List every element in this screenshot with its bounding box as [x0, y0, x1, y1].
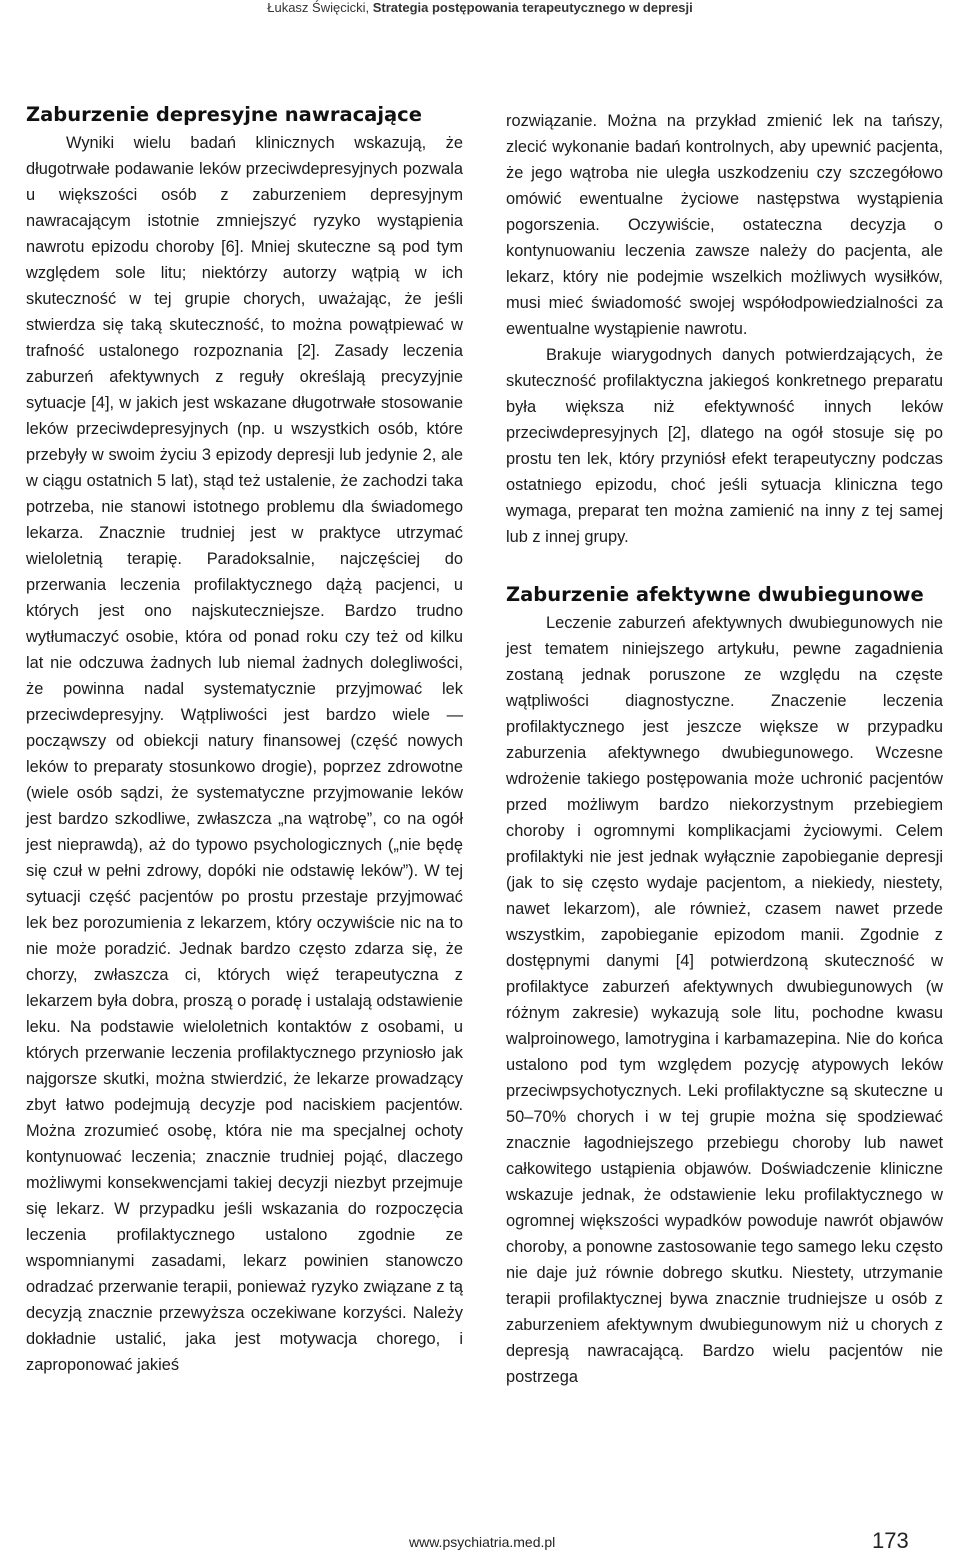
- body-paragraph: Brakuje wiarygodnych danych potwierdzających, że skuteczność profilaktyczna jakiegoś konkretnego preparatu była większa niż efektywność innych leków przeciwdepresyjnych [2], dlatego na ogół stosuje się po prostu ten lek, który przyniósł efekt terapeutyczny podczas ostatniego epizodu, choć jeśli sytuacja kliniczna tego wymaga, preparat ten można zamienić na inny z tej samej lub z innej grupy.: [506, 346, 943, 546]
- body-paragraph-continuation: rozwiązanie. Można na przykład zmienić lek na tańszy, zlecić wykonanie badań kontrolnych, aby upewnić pacjenta, że jego wątroba nie uległa uszkodzeniu czy szczegółowo omówić ewentualne życiowe następstwa wystąpienia pogorszenia. Oczywiście, ostateczna decyzja o kontynuowaniu leczenia zawsze należy do pacjenta, ale lekarz, który nie podejmie wszelkich możliwych wysiłków, musi mieć świadomość swojej współodpowiedzialności za ewentualne wystąpienie nawrotu.: [506, 112, 943, 338]
- section-heading-bipolar-disorder: Zaburzenie afektywne dwubiegunowe: [506, 583, 924, 606]
- body-paragraph: Wyniki wielu badań klinicznych wskazują, że długotrwałe podawanie leków przeciwdepresyjnych pozwala u większości osób z zaburzeniem depresyjnym nawracającym istotnie zmniejszyć ryzyko wystąpienia nawrotu epizodu choroby [6]. Mniej skuteczne są pod tym względem sole litu; niektórzy autorzy wątpią w ich skuteczność w tej grupie chorych, uważając, że jeśli stwierdza się taką skuteczność, to można powątpiewać w trafność ustalonego rozpoznania [2]. Zasady leczenia zaburzeń afektywnych z reguły określają precyzyjnie sytuacje [4], w jakich jest wskazane długotrwałe stosowanie leków przeciwdepresyjnych (np. u wszystkich osób, które przebyły w swoim życiu 3 epizody depresji lub jedynie 2, ale w ciągu ostatnich 5 lat), stąd też ustalenie, że zachodzi taka potrzeba, nie stanowi istotnego problemu dla świadomego lekarza. Znacznie trudniej jest w praktyce utrzymać wieloletnią terapię. Paradoksalnie, najczęściej do przerwania leczenia profilaktycznego dążą pacjenci, u których jest ono najskuteczniejsze. Bardzo trudno wytłumaczyć osobie, która od ponad roku czy też od kilku lat nie odczuwa żadnych lub niemal żadnych dolegliwości, że powinna nadal systematycznie przyjmować lek przeciwdepresyjny. Wątpliwości jest bardzo wiele — począwszy od obiekcji natury finansowej (część nowych leków to preparaty stosunkowo drogie), poprzez zdrowotne (wiele osób sądzi, że systematyczne przyjmowanie leków jest bardzo szkodliwe, zwłaszcza „na wątrobę”, co na ogół jest nieprawdą), aż do typowo psychologicznych („nie będę się czuł w pełni zdrowy, dopóki nie odstawię leków”). W tej sytuacji część pacjentów po prostu przestaje przyjmować lek bez porozumienia z lekarzem, który oczywiście nic na to nie może poradzić. Jednak bardzo często zdarza się, że chorzy, zwłaszcza ci, których więź terapeutyczna z lekarzem była dobra, proszą o poradę i ustalają odstawienie leku. Na podstawie wieloletnich kontaktów z osobami, u których przerwanie leczenia profilaktycznego przyniosło jak najgorsze skutki, można stwierdzić, że lekarze prowadzący zbyt łatwo podejmują decyzje pod naciskiem pacjentów. Można zrozumieć osobę, która nie ma specjalnej ochoty kontynuować leczenia; znacznie trudniej pojąć, dlaczego możliwymi konsekwencjami takiej decyzji niezbyt przejmuje się lekarz. W przypadku jeśli wskazania do rozpoczęcia leczenia profilaktycznego ustalono zgodnie ze wspomnianymi zasadami, lekarz powinien stanowczo odradzać przerwanie terapii, ponieważ ryzyko związane z tą decyzją znacznie przewyższa oczekiwane korzyści. Należy dokładnie ustalić, jaka jest motywacja chorego, i zaproponować jakieś: [26, 134, 463, 1374]
- page-footer: [0, 1528, 960, 1554]
- page-number: 173: [872, 1528, 909, 1553]
- left-column: [26, 100, 463, 1378]
- header-title: Strategia postępowania terapeutycznego w depresji: [372, 0, 693, 15]
- right-column: [506, 108, 943, 1390]
- body-paragraph: Leczenie zaburzeń afektywnych dwubiegunowych nie jest tematem niniejszego artykułu, pewne zagadnienia zostaną jednak poruszone ze względu na częste wątpliwości diagnostyczne. Znaczenie leczenia profilaktycznego jest jeszcze większe w przypadku zaburzenia afektywnego dwubiegunowego. Wczesne wdrożenie takiego postępowania może uchronić pacjentów przed możliwym bardzo niekorzystnym przebiegiem choroby i ogromnymi komplikacjami życiowymi. Celem profilaktyki nie jest jednak wyłącznie zapobieganie depresji (jak to się często wydaje pacjentom, a niekiedy, niestety, nawet lekarzom), ale również, czasem nawet przede wszystkim, zapobieganie epizodom manii. Zgodnie z dostępnymi danymi [4] potwierdzoną skuteczność w profilaktyce zaburzeń afektywnych dwubiegunowych (w różnym zakresie) wykazują sole litu, pochodne kwasu walproinowego, lamotrygina i karbamazepina. Nie do końca ustalono pod tym względem pozycję atypowych leków przeciwpsychotycznych. Leki profilaktyczne są skuteczne u 50–70% chorych i w tej grupie można się spodziewać znacznie łagodniejszego przebiegu choroby lub nawet całkowitego ustąpienia objawów. Doświadczenie kliniczne wskazuje jednak, że odstawienie leku profilaktycznego w ogromnej większości wypadków powoduje nawrót objawów choroby, a ponowne zastosowanie tego samego leku często nie daje już równie dobrego skutku. Niestety, utrzymanie terapii profilaktycznej bywa znacznie trudniejsze u osób z zaburzeniem afektywnym dwubiegunowym niż u chorych z depresją nawracającą. Bardzo wielu pacjentów nie postrzega: [506, 614, 943, 1386]
- running-header: [0, 0, 960, 20]
- header-author: Łukasz Święcicki,: [267, 0, 370, 15]
- journal-url: www.psychiatria.med.pl: [409, 1534, 556, 1550]
- section-heading-recurrent-depression: Zaburzenie depresyjne nawracające: [26, 103, 422, 126]
